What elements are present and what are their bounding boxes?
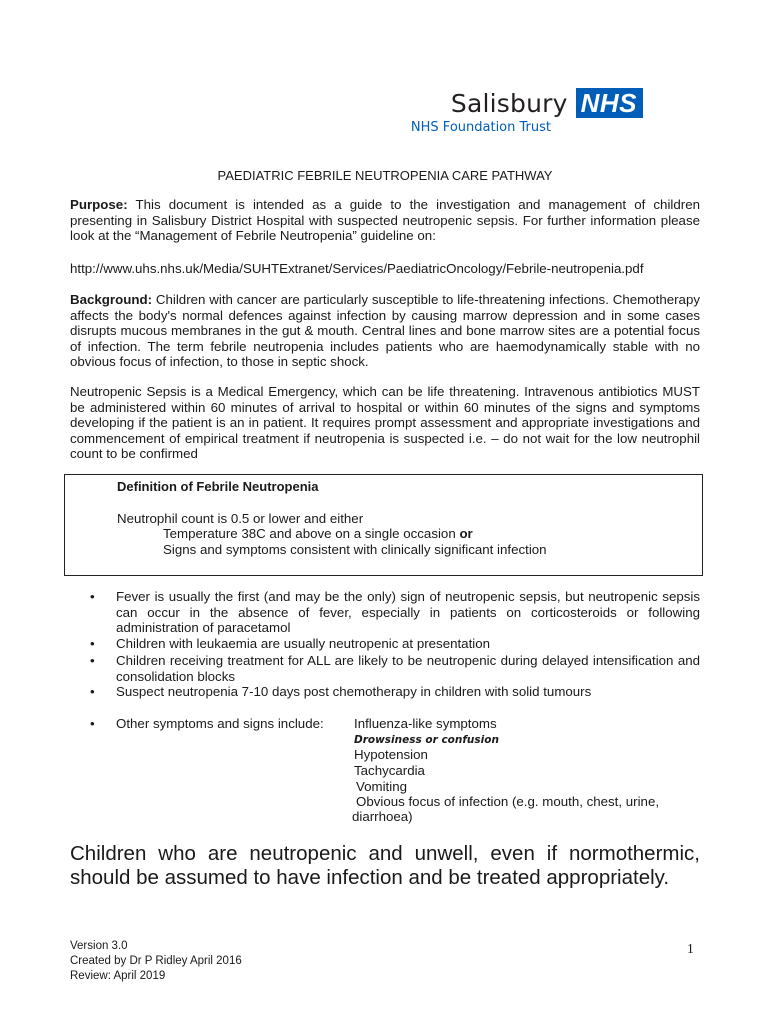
guideline-url: http://www.uhs.nhs.uk/Media/SUHTExtranet/Services/PaediatricOncology/Febrile-neutropenia.pdf <box>70 261 644 276</box>
bullet-text: Fever is usually the first (and may be the only) sign of neutropenic sepsis, but neutropenic sepsis can occur in the absence of fever, especially in patients on corticosteroids or following administration of paracetamol <box>116 589 700 636</box>
definition-box <box>64 474 703 576</box>
conclusion-statement: Children who are neutropenic and unwell, even if normothermic, should be assumed to have infection and be treated appropriately. <box>70 842 700 889</box>
symptoms-label: Other symptoms and signs include: <box>116 716 324 731</box>
symptom-item: Drowsiness or confusion <box>354 734 499 746</box>
definition-line: Neutrophil count is 0.5 or lower and either <box>117 511 364 526</box>
document-title: PAEDIATRIC FEBRILE NEUTROPENIA CARE PATHWAY <box>217 168 553 183</box>
purpose-text: This document is intended as a guide to the investigation and management of children presenting in Salisbury District Hospital with suspected neutropenic sepsis. For further information please look at the “Management of Febrile Neutropenia” guideline on: <box>70 197 700 244</box>
symptom-item: Influenza-like symptoms <box>354 716 497 731</box>
definition-title: Definition of Febrile Neutropenia <box>117 479 319 494</box>
background-paragraph <box>70 292 700 370</box>
symptom-item: diarrhoea) <box>352 809 413 824</box>
logo-name: Salisbury <box>450 88 568 118</box>
definition-line <box>163 526 473 541</box>
sepsis-paragraph: Neutropenic Sepsis is a Medical Emergency, which can be life threatening. Intravenous antibiotics MUST be administered within 60 minutes of arrival to hospital or within 60 minutes of the signs and symptoms developing if the patient is an in patient. It requires prompt assessment and appropriate investigations and commencement of empirical treatment if neutropenia is suspected i.e. – do not wait for the low neutrophil count to be confirmed <box>70 384 700 462</box>
definition-temperature: Temperature 38C and above on a single occasion <box>163 526 456 541</box>
logo-trust: NHS Foundation Trust <box>410 120 551 135</box>
purpose-paragraph <box>70 197 700 244</box>
bullet-text: Children receiving treatment for ALL are likely to be neutropenic during delayed intensification and consolidation blocks <box>116 653 700 684</box>
background-text: Children with cancer are particularly susceptible to life-threatening infections. Chemotherapy affects the body's normal defences against infection by causing marrow depression and in some cases disrupts mucous membranes in the gut & mouth. Central lines and bone marrow sites are a potential focus of infection. The term febrile neutropenia includes patients who are haemodynamically stable with no obvious focus of infection, to those in septic shock. <box>70 292 700 370</box>
page-number: 1 <box>687 941 694 956</box>
bullet-icon: • <box>90 684 95 699</box>
bullet-icon: • <box>90 636 95 651</box>
symptom-item: Tachycardia <box>354 763 425 778</box>
bullet-icon: • <box>90 589 95 604</box>
salisbury-nhs-logo <box>411 88 643 135</box>
list-item <box>70 589 700 636</box>
document-footer <box>70 939 242 984</box>
nhs-badge: NHS <box>576 88 643 118</box>
purpose-label: Purpose: <box>70 197 128 212</box>
list-item <box>70 684 700 700</box>
bullet-icon: • <box>90 653 95 668</box>
footer-version: Version 3.0 <box>70 940 128 952</box>
symptom-item: Vomiting <box>356 779 407 794</box>
bullet-text: Suspect neutropenia 7-10 days post chemotherapy in children with solid tumours <box>116 684 592 699</box>
definition-or: or <box>459 526 473 541</box>
bullet-text: Children with leukaemia are usually neutropenic at presentation <box>116 636 491 651</box>
symptom-item: Hypotension <box>354 747 428 762</box>
list-item <box>70 636 700 652</box>
bullet-icon: • <box>90 716 95 731</box>
background-label: Background: <box>70 292 153 307</box>
list-item <box>70 653 700 684</box>
symptom-item: Obvious focus of infection (e.g. mouth, chest, urine, <box>356 794 660 809</box>
definition-line: Signs and symptoms consistent with clinically significant infection <box>163 542 547 557</box>
footer-review: Review: April 2019 <box>70 970 166 982</box>
footer-created: Created by Dr P Ridley April 2016 <box>70 955 242 967</box>
